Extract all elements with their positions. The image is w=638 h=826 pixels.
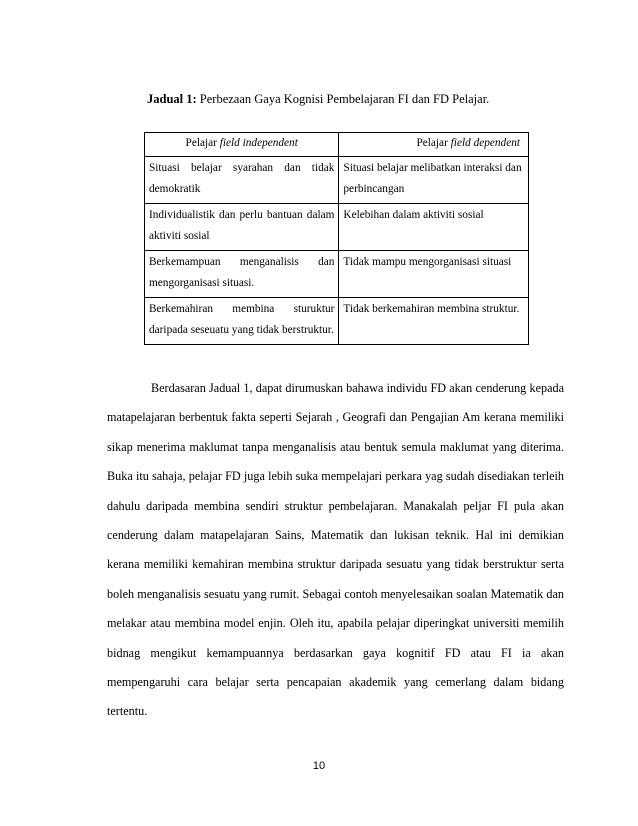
table-row — [145, 157, 529, 204]
comparison-table — [144, 132, 529, 345]
table-cell: Individualistik dan perlu bantuan dalam aktiviti sosial — [145, 204, 339, 251]
table-cell: Kelebihan dalam aktiviti sosial — [339, 204, 529, 251]
table-cell: Berkemahiran membina sturuktur daripada seseuatu yang tidak berstruktur. — [145, 298, 339, 345]
table-row — [145, 298, 529, 345]
header-prefix: Pelajar — [416, 137, 451, 149]
table-header-row — [145, 133, 529, 157]
table-caption — [147, 92, 489, 107]
header-prefix: Pelajar — [185, 137, 220, 149]
header-term: field dependent — [450, 137, 520, 149]
header-field-dependent — [339, 133, 529, 157]
body-paragraph: Berdasaran Jadual 1, dapat dirumuskan bahawa individu FD akan cenderung kepada matapelajaran berbentuk fakta seperti Sejarah , Geografi dan Pengajian Am kerana memiliki sikap menerima maklumat tanpa menganalisis atau bentuk semula maklumat yang diterima. Buka itu sahaja, pelajar FD juga lebih suka mempelajari perkara yag sudah disediakan terleih dahulu daripada membina sendiri struktur pembelajaran. Manakalah peljar FI pula akan cenderung dalam matapelajaran Sains, Matematik dan lukisan teknik. Hal ini demikian kerana memiliki kemahiran membina struktur daripada sesuatu yang tidak berstruktur serta boleh menganalisis sesuatu yang rumit. Sebagai contoh menyelesaikan soalan Matematik dan melakar atau membina model enjin. Oleh itu, apabila pelajar diperingkat universiti memilih bidnag mengikut kemampuannya berdasarkan gaya kognitif FD atau FI ia akan mempengaruhi cara belajar serta pencapaian akademik yang cemerlang dalam bidang tertentu. — [107, 381, 564, 719]
table-cell: Berkemampuan menganalisis dan mengorganisasi situasi. — [145, 251, 339, 298]
caption-label: Jadual 1: — [147, 92, 197, 106]
table-row — [145, 204, 529, 251]
table-cell: Tidak berkemahiran membina struktur. — [339, 298, 529, 345]
table-cell: Situasi belajar melibatkan interaksi dan perbincangan — [339, 157, 529, 204]
header-term: field independent — [219, 137, 298, 149]
caption-text: Perbezaan Gaya Kognisi Pembelajaran FI dan FD Pelajar. — [196, 92, 490, 106]
header-field-independent — [145, 133, 339, 157]
table-cell: Tidak mampu mengorganisasi situasi — [339, 251, 529, 298]
table-cell: Situasi belajar syarahan dan tidak demokratik — [145, 157, 339, 204]
page-number: 10 — [312, 760, 326, 772]
table-row — [145, 251, 529, 298]
